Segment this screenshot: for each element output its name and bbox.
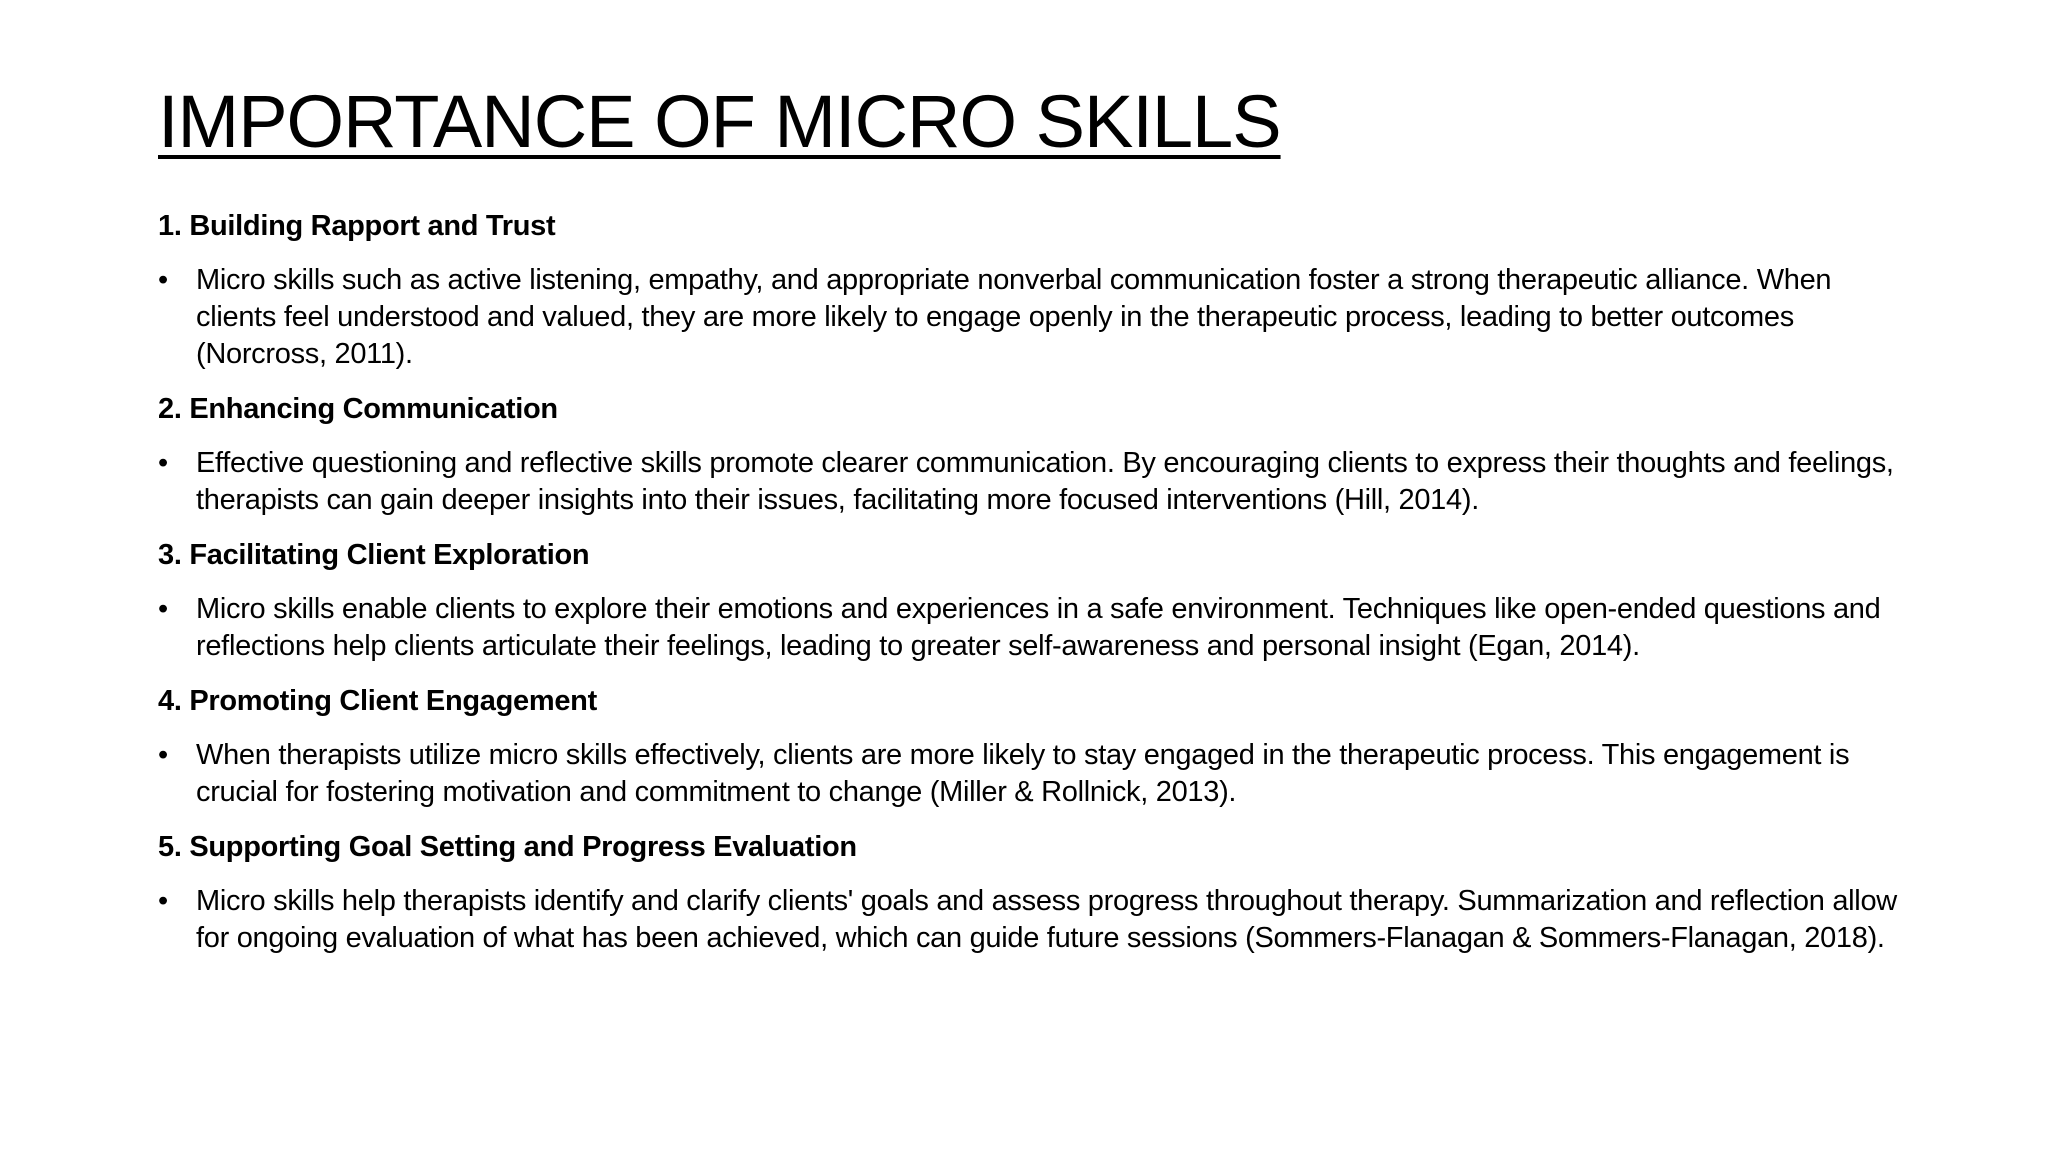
slide-content [158, 206, 1918, 973]
section-client-engagement [158, 681, 1918, 811]
bullet-text: Effective questioning and reflective skills promote clearer communication. By encouraging clients to express their thoughts and feelings, therapists can gain deeper insights into their issues, facilitating more focused interventions (Hill, 2014). [196, 447, 1894, 516]
section-building-rapport [158, 206, 1918, 373]
bullet-item [158, 737, 1918, 811]
bullet-text: Micro skills enable clients to explore their emotions and experiences in a safe environment. Techniques like open-ended questions and reflections help clients articulate their feelings, leading to greater self-awareness and personal insight (Egan, 2014). [196, 593, 1881, 662]
bullet-icon: • [158, 739, 169, 771]
section-heading: 2. Enhancing Communication [158, 393, 558, 425]
section-heading: 1. Building Rapport and Trust [158, 210, 556, 242]
bullet-item [158, 445, 1918, 519]
section-heading: 5. Supporting Goal Setting and Progress Evaluation [158, 831, 857, 863]
bullet-text: When therapists utilize micro skills effectively, clients are more likely to stay engaged in the therapeutic process. This engagement is crucial for fostering motivation and commitment to change (Miller & Rollnick, 2013). [196, 739, 1850, 808]
bullet-text: Micro skills such as active listening, empathy, and appropriate nonverbal communication foster a strong therapeutic alliance. When clients feel understood and valued, they are more likely to engage openly in the therapeutic process, leading to better outcomes (Norcross, 2011). [196, 264, 1832, 370]
bullet-icon: • [158, 264, 169, 296]
bullet-icon: • [158, 593, 169, 625]
section-goal-setting [158, 827, 1918, 957]
bullet-item [158, 883, 1918, 957]
section-heading: 3. Facilitating Client Exploration [158, 539, 590, 571]
bullet-icon: • [158, 885, 169, 917]
bullet-icon: • [158, 447, 169, 479]
slide-title: IMPORTANCE OF MICRO SKILLS [158, 80, 1281, 163]
section-enhancing-communication [158, 389, 1918, 519]
bullet-text: Micro skills help therapists identify and clarify clients' goals and assess progress throughout therapy. Summarization and reflection allow for ongoing evaluation of what has been achieved, which can guide future sessions (Sommers-Flanagan & Sommers-Flanagan, 2018). [196, 885, 1897, 954]
bullet-item [158, 591, 1918, 665]
bullet-item [158, 262, 1918, 373]
section-client-exploration [158, 535, 1918, 665]
section-heading: 4. Promoting Client Engagement [158, 685, 597, 717]
